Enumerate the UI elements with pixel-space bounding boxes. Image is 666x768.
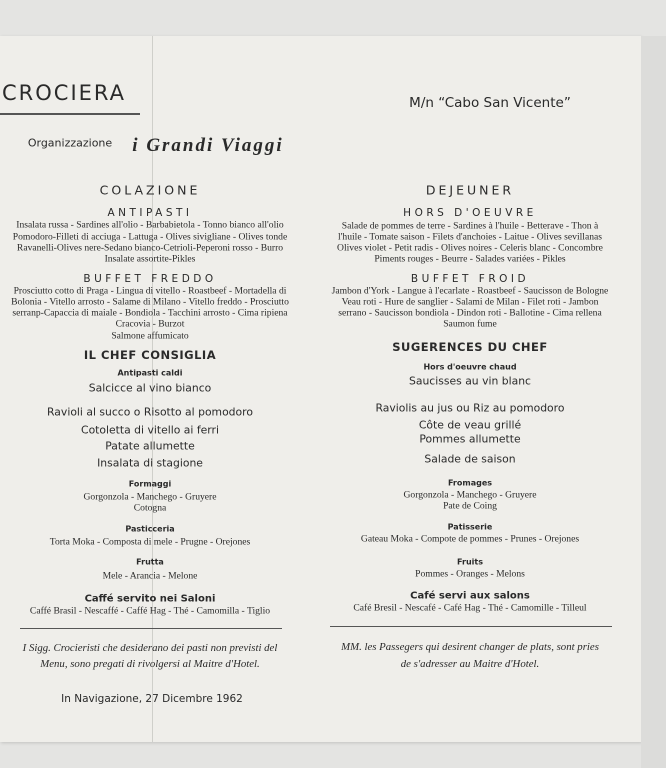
divider <box>330 626 612 627</box>
menu-line: Insalata russa - Sardines all'olio - Barbabietola - Tonno bianco all'olio <box>16 219 284 231</box>
chef-heading: SUGERENCES DU CHEF <box>392 340 548 354</box>
dish: Salade de saison <box>424 452 516 466</box>
buffet-heading: BUFFET FREDDO <box>83 273 217 285</box>
category-label: Fruits <box>457 557 483 567</box>
menu-line: Salade de pommes de terre - Sardines à l'huile - Betterave - Thon à <box>341 220 599 232</box>
menu-line: Insalate assortite-Pikles <box>104 253 196 265</box>
menu-line: Olives violet - Petit radis - Olives noires - Celeris blanc - Concombre <box>337 242 603 254</box>
category-label: Formaggi <box>128 479 172 489</box>
note-line: I Sigg. Crocieristi che desiderano dei pasti non previsti del <box>22 642 278 654</box>
menu-line: Salmone affumicato <box>111 330 189 342</box>
menu-line: l'huile - Tomate saison - Filets d'anchoies - Laitue - Olives sevillanas <box>338 231 602 243</box>
menu-line: Piments rouges - Beurre - Salades variées - Pikles <box>374 253 566 265</box>
dejeuner-title: DEJEUNER <box>425 182 515 198</box>
category-label: Hors d'oeuvre chaud <box>423 362 517 372</box>
menu-line: Veau roti - Hure de sanglier - Salami de Milan - Filet roti - Jambon <box>341 296 599 308</box>
menu-line: Pomodoro-Filleti di acciuga - Lattuga - Olives sivigliane - Olives tonde <box>12 231 288 243</box>
menu-line: Saumon fume <box>443 318 497 330</box>
note-line: Menu, sono pregati di rivolgersi al Maitre d'Hotel. <box>40 658 260 670</box>
category-label: Patisserie <box>447 522 493 532</box>
dish: Insalata di stagione <box>97 456 203 470</box>
menu-line: Cotogna <box>133 502 167 514</box>
coffee-heading: Caffé servito nei Saloni <box>84 593 216 605</box>
menu-line: Gorgonzola - Manchego - Gruyere <box>83 491 217 503</box>
category-label: Fromages <box>447 478 493 488</box>
hors-doeuvre-heading: HORS D'OEUVRE <box>403 207 537 219</box>
menu-line: Caffé Brasil - Nescaffé - Caffé Hag - Thé - Camomilla - Tiglio <box>29 605 271 617</box>
buffet-heading: BUFFET FROID <box>410 273 530 285</box>
dish: Ravioli al succo o Risotto al pomodoro <box>47 405 253 419</box>
dish: Pommes allumette <box>419 432 521 446</box>
dish: Cotoletta di vitello ai ferri <box>81 423 219 437</box>
menu-line: Prosciutto cotto di Praga - Lingua di vitello - Roastbeef - Mortadella di <box>13 285 287 297</box>
menu-date: In Navigazione, 27 Dicembre 1962 <box>61 693 243 705</box>
menu-line: Torta Moka - Composta di mele - Prugne - Orejones <box>49 536 251 548</box>
menu-line: Café Bresil - Nescafé - Café Hag - Thé - Camomille - Tilleul <box>353 602 587 614</box>
menu-line: Ravanelli-Olives nere-Sedano bianco-Cetrioli-Peperoni rosso - Burro <box>16 242 284 254</box>
chef-heading: IL CHEF CONSIGLIA <box>83 348 217 362</box>
menu-line: Pate de Coing <box>443 500 497 512</box>
dish: Raviolis au jus ou Riz au pomodoro <box>375 401 565 415</box>
menu-line: Mele - Arancia - Melone <box>102 570 198 582</box>
coffee-heading: Café servi aux salons <box>410 590 530 602</box>
organizer-label: Organizzazione <box>27 136 113 150</box>
note-line: MM. les Passegers qui desirent changer de plats, sont pries <box>341 641 599 653</box>
menu-line: serrano - Saucisson bondiola - Dindon roti - Ballotine - Cima rellena <box>338 307 602 319</box>
background-surface <box>641 36 666 768</box>
colazione-title: COLAZIONE <box>99 182 201 198</box>
menu-line: Cracovia - Burzot <box>115 318 185 330</box>
menu-line: Pommes - Oranges - Melons <box>415 568 525 580</box>
dish: Côte de veau grillé <box>418 418 522 432</box>
organizer-brand: i Grandi Viaggi <box>132 135 284 156</box>
category-label: Pasticceria <box>125 524 175 534</box>
ship-name: M/n “Cabo San Vicente” <box>409 95 571 111</box>
title-underline <box>0 113 140 115</box>
menu-line: Bolonia - Vitello arrosto - Salame di Milano - Vitello freddo - Prosciutto <box>11 296 289 308</box>
dish: Salcicce al vino bianco <box>88 381 212 395</box>
dish: Patate allumette <box>105 439 195 453</box>
menu-line: Gateau Moka - Compote de pommes - Prunes - Orejones <box>360 533 580 545</box>
dish: Saucisses au vin blanc <box>408 374 532 388</box>
menu-line: serranp-Capaccia di maiale - Bondiola - Tacchini arrosto - Cima ripiena <box>12 307 288 319</box>
category-label: Frutta <box>136 557 164 567</box>
note-line: de s'adresser au Maitre d'Hotel. <box>400 658 540 670</box>
menu-line: Jambon d'York - Langue à l'ecarlate - Roastbeef - Saucisson de Bologne <box>331 285 609 297</box>
antipasti-heading: ANTIPASTI <box>107 207 193 219</box>
menu-line: Gorgonzola - Manchego - Gruyere <box>403 489 537 501</box>
category-label: Antipasti caldi <box>117 368 183 378</box>
divider <box>20 628 282 629</box>
cruise-title: CROCIERA <box>1 81 127 105</box>
